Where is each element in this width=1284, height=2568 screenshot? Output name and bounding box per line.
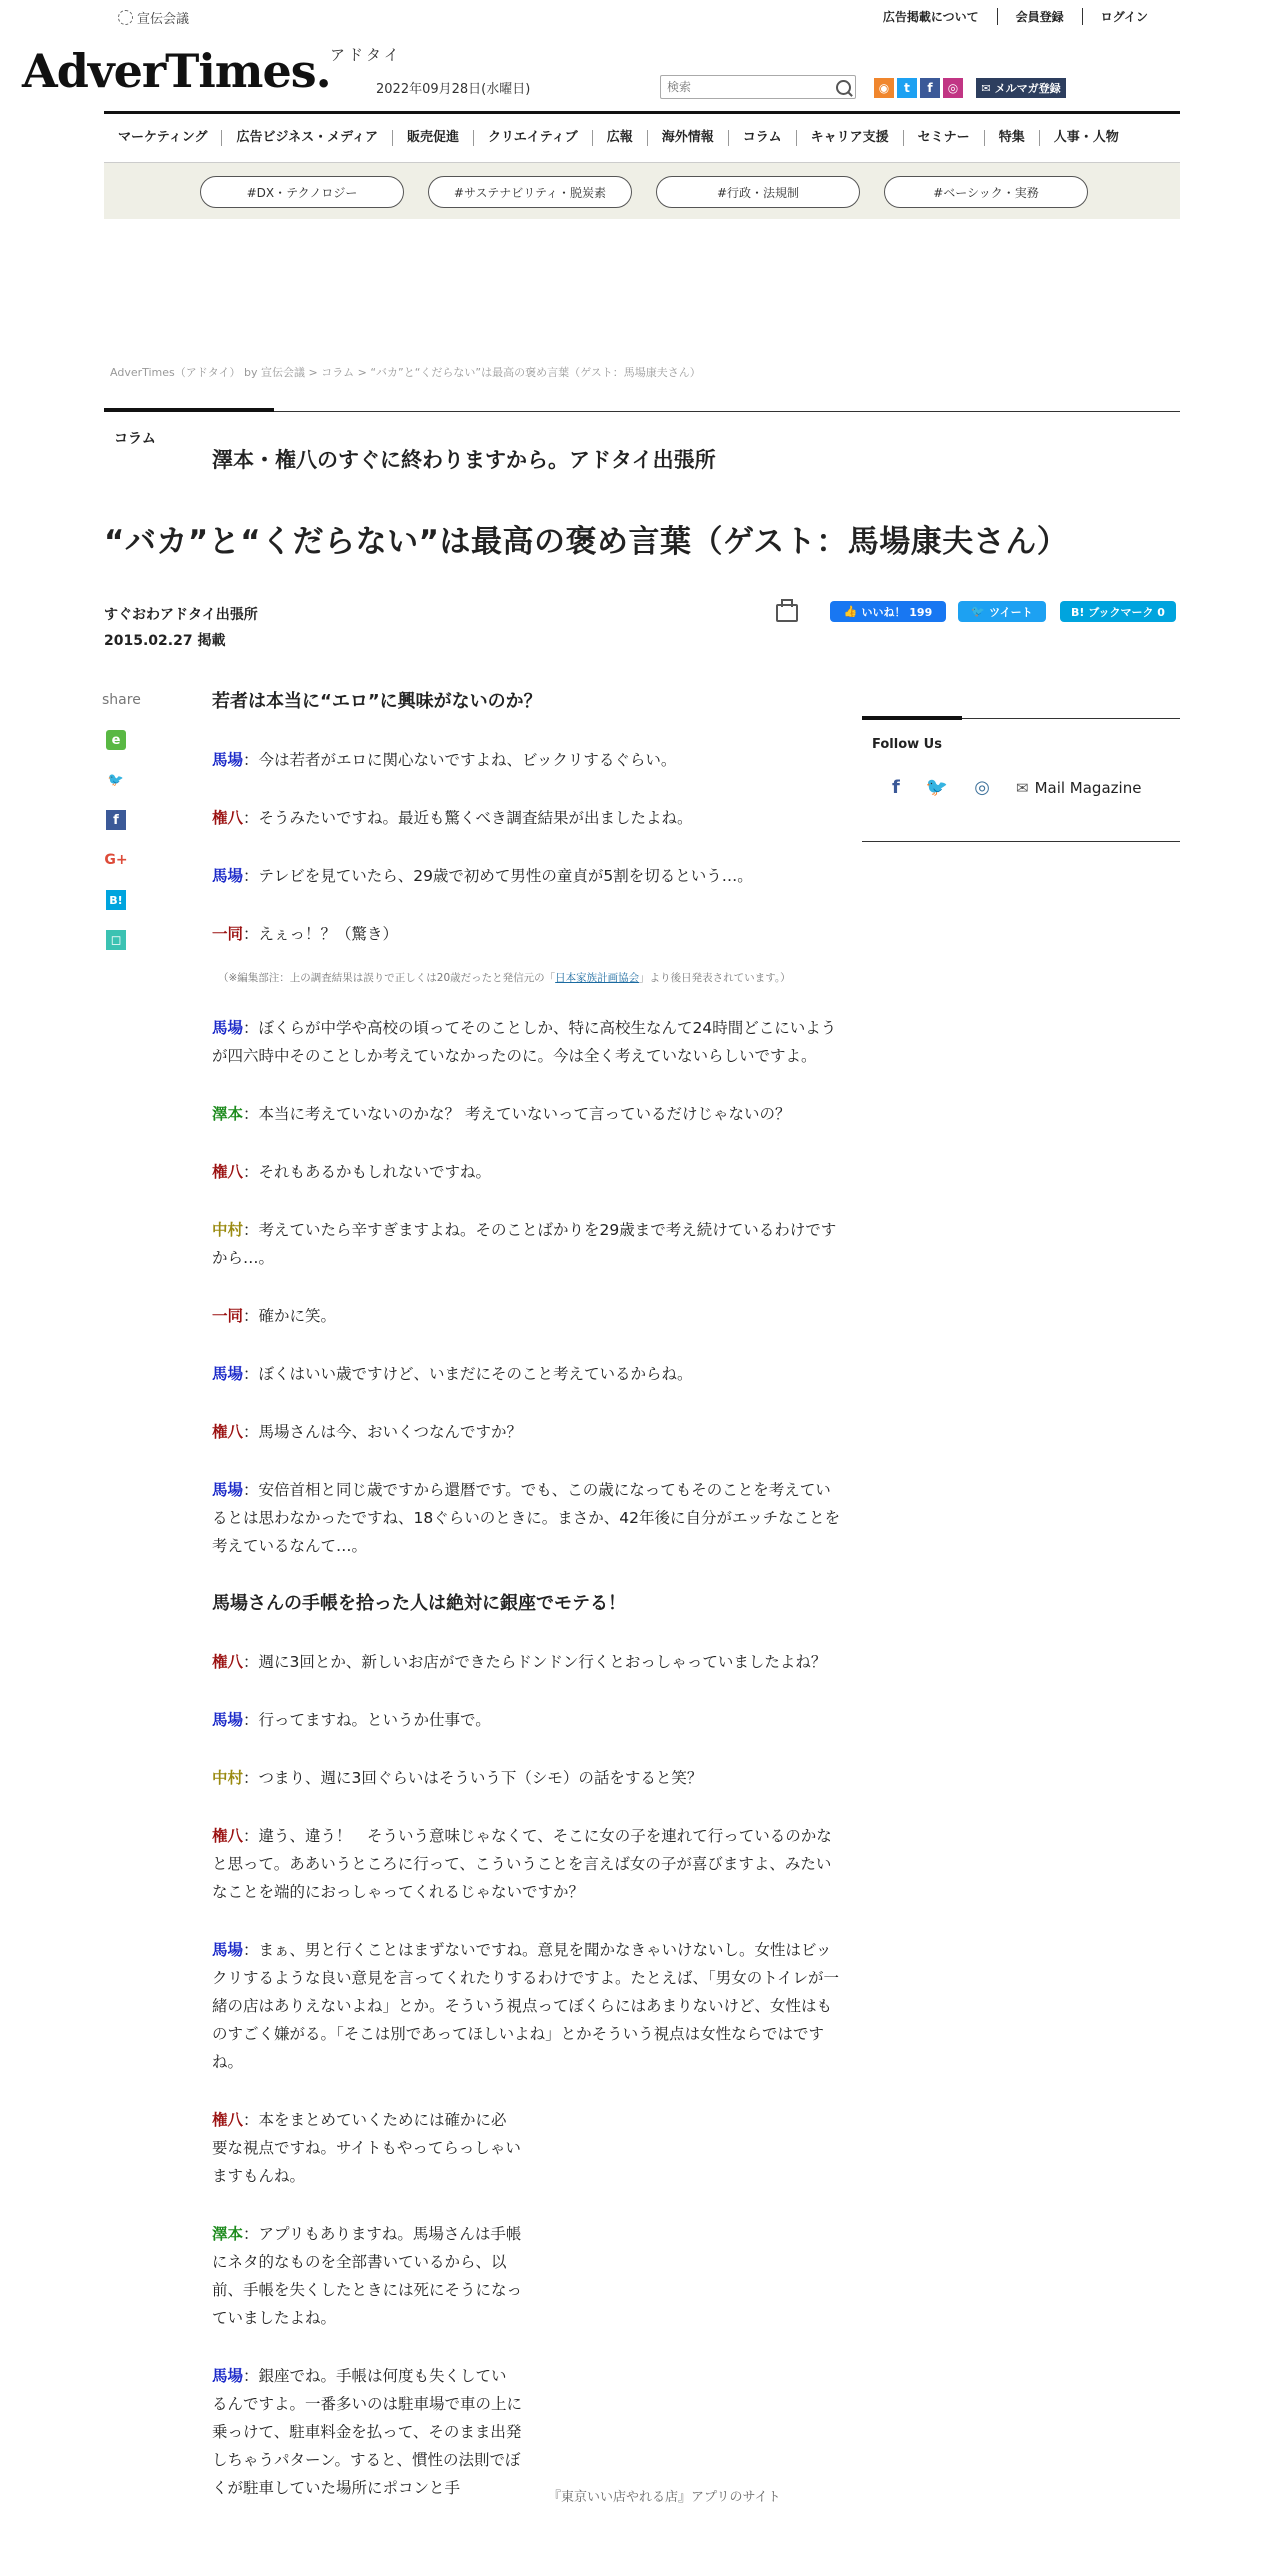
speaker: 中村 xyxy=(212,1769,244,1787)
dialogue-line xyxy=(212,746,842,774)
advertimes-logo[interactable]: AdverTimes. xyxy=(22,44,331,98)
speaker: 権八 xyxy=(212,1653,244,1671)
dialogue-line xyxy=(212,1216,842,1272)
nav-item-ad-business[interactable]: 広告ビジネス・メディア xyxy=(221,130,392,146)
line-text: ：テレビを見ていたら、29歳で初めて男性の童貞が5割を切るという…。 xyxy=(243,867,753,885)
rss-icon[interactable]: ◉ xyxy=(874,78,894,98)
share-column xyxy=(106,730,126,950)
header-social-icons xyxy=(874,78,963,98)
twitter-icon[interactable]: t xyxy=(897,78,917,98)
dialogue-line xyxy=(212,1822,842,1906)
speaker: 権八 xyxy=(212,809,244,827)
image-caption: 『東京いい店やれる店』アプリのサイト xyxy=(548,2490,781,2505)
like-label: いいね！ 199 xyxy=(861,605,933,619)
twitter-bird-icon: 🐦 xyxy=(971,605,986,618)
speaker: 馬場 xyxy=(212,2367,244,2385)
line-text: ：安倍首相と同じ歳ですから還暦です。でも、この歳になってもそのことを考えているとは思わなかったですね、18ぐらいのときに。まさか、42年後に自分がエッチなことを考えているなんて…。 xyxy=(212,1481,841,1555)
dialogue-line xyxy=(212,1014,842,1070)
tag-dx[interactable]: #DX・テクノロジー xyxy=(200,176,404,208)
nav-item-creative[interactable]: クリエイティブ xyxy=(473,130,592,146)
line-text: ：つまり、週に3回ぐらいはそういう下（シモ）の話をすると笑？ xyxy=(243,1769,703,1787)
search-input[interactable] xyxy=(660,75,856,99)
sendenkaigi-label: 宣伝会議 xyxy=(137,12,190,27)
follow-icons xyxy=(892,777,1141,798)
nav-item-pr[interactable]: 広報 xyxy=(592,130,647,146)
nav-item-column[interactable]: コラム xyxy=(728,130,796,146)
register-link[interactable]: 会員登録 xyxy=(997,8,1082,25)
dialogue-line xyxy=(212,1302,842,1330)
facebook-share-icon[interactable]: f xyxy=(106,810,126,830)
sendenkaigi-link[interactable] xyxy=(118,8,189,27)
dialogue-line xyxy=(212,1476,842,1560)
speaker: 権八 xyxy=(212,1827,244,1845)
dialogue-line xyxy=(212,2220,522,2332)
speaker: 馬場 xyxy=(212,1365,244,1383)
tweet-button[interactable] xyxy=(958,601,1046,622)
mail-magazine-link[interactable] xyxy=(1016,779,1141,797)
speaker: 権八 xyxy=(212,2111,244,2129)
facebook-icon[interactable]: f xyxy=(920,78,940,98)
speaker: 馬場 xyxy=(212,1481,244,1499)
speaker: 馬場 xyxy=(212,1711,244,1729)
category-label[interactable]: コラム xyxy=(114,431,156,447)
speaker: 権八 xyxy=(212,1163,244,1181)
dialogue-line xyxy=(212,1158,842,1186)
line-text: ：ぼくらが中学や高校の頃ってそのことしか、特に高校生なんて24時間どこにいようが四六時中そのことしか考えていなかったのに。今は全く考えていないらしいですよ。 xyxy=(212,1019,837,1065)
nav-item-marketing[interactable]: マーケティング xyxy=(118,130,208,145)
nav-item-sales-promotion[interactable]: 販売促進 xyxy=(392,130,473,146)
dialogue-line xyxy=(212,2362,522,2502)
line-text: ：そうみたいですね。最近も驚くべき調査結果が出ましたよね。 xyxy=(243,809,693,827)
line-text: ：行ってますね。というか仕事で。 xyxy=(243,1711,491,1729)
note-end: 」より後日発表されています。） xyxy=(639,972,791,984)
mailmag-label: メルマガ登録 xyxy=(994,82,1061,95)
nav-item-overseas[interactable]: 海外情報 xyxy=(647,130,728,146)
line-text: ：本当に考えていないのかな？ 考えていないって言っているだけじゃないの？ xyxy=(243,1105,791,1123)
search-icon[interactable] xyxy=(836,80,851,95)
hatena-share-icon[interactable]: B! xyxy=(106,890,126,910)
mail-icon: ✉ xyxy=(981,81,991,95)
note-text: （※編集部注：上の調査結果は誤りで正しくは20歳だったと発信元の「 xyxy=(218,972,556,984)
author[interactable]: すぐおわアドタイ出張所 xyxy=(104,607,258,623)
login-link[interactable]: ログイン xyxy=(1082,8,1166,25)
tag-sustainability[interactable]: #サステナビリティ・脱炭素 xyxy=(428,176,632,208)
mail-magazine-label: Mail Magazine xyxy=(1034,778,1142,797)
nav-item-career[interactable]: キャリア支援 xyxy=(796,130,903,146)
ad-info-link[interactable]: 広告掲載について xyxy=(882,10,979,24)
line-text: ：まぁ、男と行くことはまずないですね。意見を聞かなきゃいけないし。女性はビックリするような良い意見を言ってくれたりするわけですよ。たとえば、「男女のトイレが一緒の店はありえないよね」とか。そういう視点ってぼくらにはあまりないけど、女性はものすごく嫌がる。「そこは別であってほしいよね」とかそういう視点は女性ならではですね。 xyxy=(212,1941,839,2071)
envelope-icon: ✉ xyxy=(1015,778,1029,797)
line-text: ：アプリもありますね。馬場さんは手帳にネタ的なものを全部書いているから、以前、手帳を失くしたときには死にそうになっていましたよね。 xyxy=(212,2225,523,2327)
section-heading: 馬場さんの手帳を拾った人は絶対に銀座でモテる！ xyxy=(212,1593,626,1614)
hatena-bookmark-button[interactable] xyxy=(1060,601,1176,622)
line-text: ：銀座でね。手帳は何度も失くしているんですよ。一番多いのは駐車場で車の上に乗っけて、駐車料金を払って、そのまま出発しちゃうパターン。すると、慣性の法則でぼくが駐車していた場所にポコンと手 xyxy=(212,2367,523,2497)
speaker: 馬場 xyxy=(212,1019,244,1037)
top-strip xyxy=(104,0,1180,36)
dialogue-line xyxy=(212,1764,842,1792)
section-heading: 若者は本当に“エロ”に興味がないのか？ xyxy=(212,691,542,712)
instagram-icon[interactable]: ◎ xyxy=(943,78,963,98)
page-title: “バカ”と“くだらない”は最高の褒め言葉（ゲスト：馬場康夫さん） xyxy=(104,524,1069,560)
line-text: ：考えていたら辛すぎますよね。そのことばかりを29歳まで考え続けているわけですから…。 xyxy=(212,1221,837,1267)
line-text: ：えぇっ！？（驚き） xyxy=(243,925,399,943)
dialogue-line xyxy=(212,1360,842,1388)
speaker: 澤本 xyxy=(212,1105,244,1123)
facebook-follow-icon[interactable]: f xyxy=(892,777,900,798)
dialogue-line xyxy=(212,862,842,890)
article-body xyxy=(212,688,842,2532)
pocket-icon[interactable]: ◻ xyxy=(106,930,126,950)
topic-tag-bar xyxy=(104,162,1180,219)
follow-us-box xyxy=(862,718,1180,842)
header-date: 2022年09月28日(水曜日) xyxy=(376,82,531,97)
speaker: 馬場 xyxy=(212,1941,244,1959)
speaker: 澤本 xyxy=(212,2225,244,2243)
tweet-label: ツイート xyxy=(989,605,1033,619)
line-text: ：本をまとめていくためには確かに必要な視点ですね。サイトもやってらっしゃいますもんね。 xyxy=(212,2111,521,2185)
dialogue-line xyxy=(212,920,842,948)
mailmag-register-button[interactable] xyxy=(976,78,1066,98)
dialogue-line xyxy=(212,804,842,832)
hatena-label: B! ブックマーク 0 xyxy=(1071,605,1165,619)
nav-item-feature[interactable]: 特集 xyxy=(984,130,1039,146)
line-text: ：馬場さんは今、おいくつなんですか？ xyxy=(243,1423,523,1441)
speaker: 馬場 xyxy=(212,751,244,769)
instagram-follow-icon[interactable]: ◎ xyxy=(974,777,990,798)
twitter-follow-icon[interactable]: 🐦 xyxy=(925,777,949,798)
nav-item-people[interactable]: 人事・人物 xyxy=(1039,130,1133,146)
line-text: ：確かに笑。 xyxy=(243,1307,337,1325)
line-text: ：ぼくはいい歳ですけど、いまだにそのこと考えているからね。 xyxy=(243,1365,693,1383)
google-plus-icon[interactable]: G+ xyxy=(104,852,128,868)
breadcrumb[interactable]: AdverTimes（アドタイ） by 宣伝会議 > コラム > “バカ”と“くだらない”は最高の褒め言葉（ゲスト：馬場康夫さん） xyxy=(110,366,701,379)
speaker: 中村 xyxy=(212,1221,244,1239)
dialogue-line xyxy=(212,1936,842,2076)
speaker: 一同 xyxy=(212,925,244,943)
byline xyxy=(104,602,258,654)
tag-regulation[interactable]: #行政・法規制 xyxy=(656,176,860,208)
dialogue-line xyxy=(212,2106,522,2190)
dialogue-line xyxy=(212,1648,842,1676)
speaker: 権八 xyxy=(212,1423,244,1441)
main-nav xyxy=(104,114,1180,162)
note-link[interactable]: 日本家族計画協会 xyxy=(555,972,640,984)
series-title[interactable]: 澤本・権八のすぐに終わりますから。アドタイ出張所 xyxy=(212,448,716,472)
twitter-share-icon[interactable]: 🐦 xyxy=(107,772,125,788)
line-text: ：今は若者がエロに関心ないですよね、ビックリするぐらい。 xyxy=(243,751,677,769)
facebook-like-button[interactable] xyxy=(830,601,946,622)
dialogue-line xyxy=(212,1706,842,1734)
tag-basics[interactable]: #ベーシック・実務 xyxy=(884,176,1088,208)
share-label: share xyxy=(102,692,141,708)
sendenkaigi-logo-icon xyxy=(118,10,133,25)
dialogue-line xyxy=(212,1418,842,1446)
category-marker xyxy=(104,408,274,412)
logo-kana: アドタイ xyxy=(330,46,402,64)
line-text: ：それもあるかもしれないですね。 xyxy=(243,1163,492,1181)
speaker: 一同 xyxy=(212,1307,244,1325)
editor-note xyxy=(218,970,842,986)
publish-date: 2015.02.27 掲載 xyxy=(104,633,226,649)
speaker: 馬場 xyxy=(212,867,244,885)
top-links xyxy=(865,8,1166,25)
follow-marker xyxy=(862,716,962,720)
line-text: ：違う、違う！ そういう意味じゃなくて、そこに女の子を連れて行っているのかなと思って。ああいうところに行って、こういうことを言えば女の子が喜びますよ、みたいなことを端的におっしゃってくれるじゃないですか？ xyxy=(212,1827,832,1901)
thumbs-up-icon: 👍 xyxy=(843,605,858,618)
nav-item-seminar[interactable]: セミナー xyxy=(903,130,984,146)
print-icon[interactable] xyxy=(776,604,798,622)
evernote-icon[interactable]: e xyxy=(106,730,126,750)
line-text: ：週に3回とか、新しいお店ができたらドンドン行くとおっしゃっていましたよね？ xyxy=(243,1653,827,1671)
follow-title: Follow Us xyxy=(872,737,942,752)
dialogue-line xyxy=(212,1100,842,1128)
